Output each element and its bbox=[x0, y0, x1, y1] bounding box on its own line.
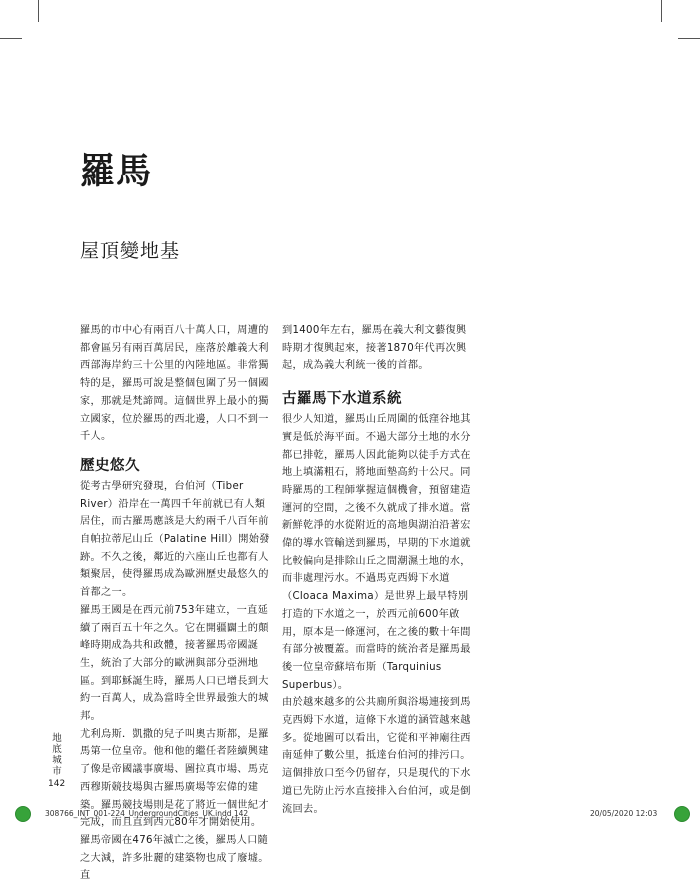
history-paragraph-3: 尤利烏斯．凱撒的兒子叫奧古斯都，是羅馬第一位皇帝。他和他的繼任者陸續興建了像是帝國議事廣場、圖拉真市場、馬克西穆斯競技場與古羅馬廣場等宏偉的建築。羅馬競技場則是花了將近一個世紀才完成，而且直到西元80年才開始使用。 bbox=[80, 728, 269, 829]
history-paragraph-1: 從考古學研究發現，台伯河（Tiber River）沿岸在一萬四千年前就已有人類居住，而古羅馬應該是大約兩千八百年前自帕拉蒂尼山丘（Palatine Hill）開始發跡。不久之後，鄰近的六座山丘也都有人類聚居，使得羅馬成為歐洲歷史最悠久的首都之一。 bbox=[80, 480, 270, 599]
continuation-paragraph: 到1400年左右，羅馬在義大利文藝復興時期才復興起來，接著1870年代再次興起，成為義大利統一後的首都。 bbox=[282, 325, 467, 372]
crop-mark bbox=[0, 38, 22, 39]
slug-timestamp: 20/05/2020 12:03 bbox=[590, 809, 658, 818]
history-paragraph-2: 羅馬王國是在西元前753年建立，一直延續了兩百五十年之久。它在開疆闢土的顛峰時期成為共和政體，接著羅馬帝國誕生，統治了大部分的歐洲與部分亞洲地區。到耶穌誕生時，羅馬人口已增長到大約一百萬人，成為當時全世界最強大的城邦。 bbox=[80, 604, 269, 723]
slug-filename: 308766_INT_001-224_UndergroundCities_UK.indd 142 bbox=[45, 809, 249, 818]
page-title: 羅馬 bbox=[80, 152, 153, 192]
text-column-right bbox=[282, 322, 476, 818]
print-slug bbox=[0, 803, 700, 852]
running-label-char: 地 bbox=[52, 733, 62, 744]
running-label-char: 底 bbox=[52, 744, 62, 755]
crop-mark bbox=[38, 0, 39, 22]
page-number: 142 bbox=[48, 779, 66, 789]
section-heading-sewer: 古羅馬下水道系統 bbox=[282, 391, 402, 408]
page-subtitle: 屋頂變地基 bbox=[80, 240, 181, 262]
running-label-char: 市 bbox=[52, 766, 62, 777]
sewer-paragraph-1: 很少人知道，羅馬山丘周圍的低窪谷地其實是低於海平面。不過大部分土地的水分都已排乾，羅馬人因此能夠以徒手方式在地上填滿粗石，將地面墊高約十公尺。同時羅馬的工程師掌握這個機會，預留建造運河的空間，之後不久就成了排水道。當新鮮乾淨的水從附近的高地與湖泊沿著宏偉的導水管輸送到羅馬，早期的下水道就比較偏向是排除山丘之間潮濕土地的水，而非處理污水。不過馬克西姆下水道（Cloaca Maxima）是世界上最早特別打造的下水道之一，於西元前600年啟用，原本是一條運河，在之後的數十年間有部分被覆蓋。而當時的統治者是羅馬最後一位皇帝蘇培布斯（Tarquinius Superbus）。 bbox=[282, 414, 471, 691]
history-paragraph-4: 羅馬帝國在476年滅亡之後，羅馬人口隨之大減，許多壯麗的建築物也成了廢墟。直 bbox=[80, 834, 269, 882]
section-heading-history: 歷史悠久 bbox=[80, 457, 140, 474]
running-section-label bbox=[50, 733, 64, 777]
crop-mark bbox=[678, 38, 700, 39]
registration-mark-icon bbox=[674, 806, 690, 822]
intro-paragraph: 羅馬的市中心有兩百八十萬人口，周遭的都會區另有兩百萬居民，座落於離義大利西部海岸約三十公里的內陸地區。非常獨特的是，羅馬可說是整個包圍了另一個國家，那就是梵諦岡。這個世界上最小的獨立國家，位於羅馬的西北邊，人口不到一千人。 bbox=[80, 325, 269, 443]
text-column-left bbox=[80, 322, 272, 885]
registration-mark-icon bbox=[15, 806, 31, 822]
crop-mark bbox=[661, 0, 662, 22]
sewer-paragraph-2: 由於越來越多的公共廁所與浴場連接到馬克西姆下水道，這條下水道的涵管越來越多。從地圖可以看出，它從和平神廟往西南延伸了數公里，抵達台伯河的排污口。這個排放口至今仍留存，只是現代的下水道已先防止污水直接排入台伯河，或是倒流回去。 bbox=[282, 697, 471, 815]
running-label-char: 城 bbox=[52, 755, 62, 766]
